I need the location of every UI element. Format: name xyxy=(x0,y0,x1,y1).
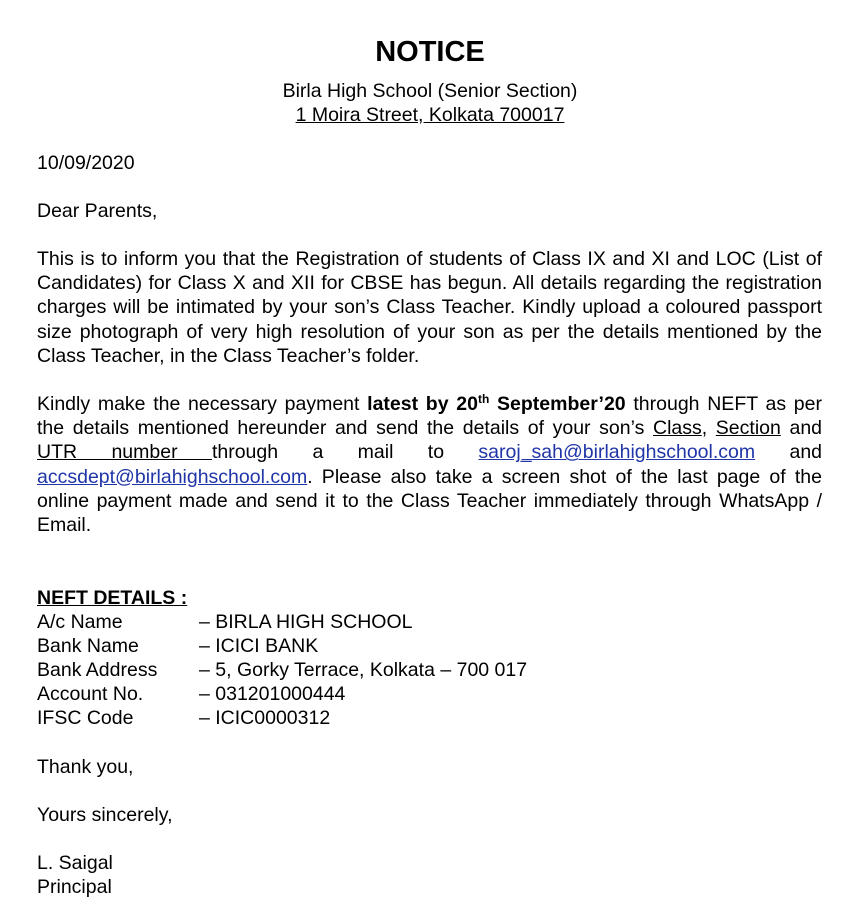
payment-deadline xyxy=(367,393,626,415)
payment-text-4: . Please also take a screen shot of the last page of the online payment made and send it to the Class Teacher immediately through WhatsApp / Email. xyxy=(37,465,822,537)
deadline-latest: latest by 20 xyxy=(367,393,478,415)
notice-date: 10/09/2020 xyxy=(37,152,135,174)
school-address xyxy=(0,103,854,127)
signatory-name: L. Saigal xyxy=(37,852,113,874)
email-link-saroj[interactable]: saroj_sah@birlahighschool.com xyxy=(478,441,756,464)
neft-value: – 5, Gorky Terrace, Kolkata – 700 017 xyxy=(199,659,528,681)
deadline-month: September’20 xyxy=(489,393,626,415)
neft-value: – ICICI BANK xyxy=(199,635,319,657)
neft-value: – BIRLA HIGH SCHOOL xyxy=(199,611,413,633)
closing-sincerely: Yours sincerely, xyxy=(37,804,173,826)
paragraph-registration: This is to inform you that the Registration of students of Class IX and XI and LOC (List of Candidates) for Class X and XII for CBSE has begun. All details regarding the registration charges will be intimated by your son’s Class Teacher. Kindly upload a coloured passport size photograph of very high resolution of your son as per the details mentioned by the Class Teacher, in the Class Teacher’s folder. xyxy=(37,248,822,367)
signatory-designation: Principal xyxy=(37,876,112,898)
and-text-2: and xyxy=(755,441,823,464)
neft-label: Account No. xyxy=(37,683,144,705)
school-address-text: 1 Moira Street, Kolkata 700017 xyxy=(295,104,565,126)
deadline-ordinal: th xyxy=(477,392,490,406)
neft-label: A/c Name xyxy=(37,611,123,633)
neft-label: Bank Name xyxy=(37,635,139,657)
payment-text-3: through a mail to xyxy=(211,441,479,464)
paragraph-payment xyxy=(37,392,822,537)
comma-text: , xyxy=(701,417,716,440)
closing-thanks: Thank you, xyxy=(37,756,134,778)
and-text: and xyxy=(780,417,823,440)
utr-number-word: UTR number xyxy=(37,441,212,464)
greeting: Dear Parents, xyxy=(37,200,158,222)
class-word: Class xyxy=(652,417,702,440)
section-word: Section xyxy=(715,417,781,440)
neft-details-heading: NEFT DETAILS : xyxy=(37,587,188,609)
neft-value: – ICIC0000312 xyxy=(199,707,331,729)
school-name: Birla High School (Senior Section) xyxy=(282,80,578,102)
neft-value: – 031201000444 xyxy=(199,683,346,705)
payment-text-2: through NEFT as per the details mentioned hereunder and send the details of your son’s xyxy=(37,393,822,440)
payment-text-1: Kindly make the necessary payment xyxy=(37,393,368,415)
notice-title: NOTICE xyxy=(375,36,485,68)
neft-label: IFSC Code xyxy=(37,707,134,729)
neft-label: Bank Address xyxy=(37,659,158,681)
email-link-accsdept[interactable]: accsdept@birlahighschool.com xyxy=(37,465,308,488)
